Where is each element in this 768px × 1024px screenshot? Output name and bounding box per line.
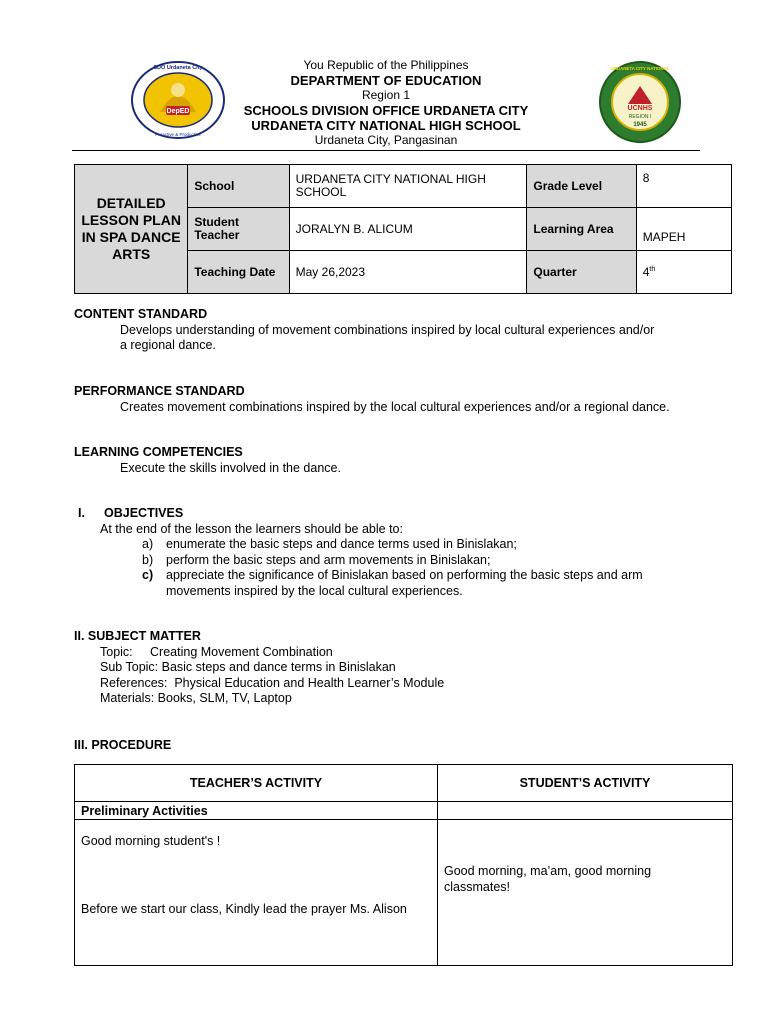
- student-teacher-label: Student Teacher: [188, 208, 289, 251]
- subject-sub-topic: Sub Topic: Basic steps and dance terms in Binislakan: [100, 660, 396, 674]
- objectives-heading: OBJECTIVES: [104, 506, 184, 520]
- objectives-numeral: I.: [78, 506, 85, 520]
- objectives-intro: At the end of the lesson the learners should be able to:: [100, 521, 403, 536]
- subject-matter-heading: II. SUBJECT MATTER: [74, 629, 201, 643]
- content-standard-section: [74, 307, 704, 354]
- subject-topic: Topic: Creating Movement Combination: [100, 644, 333, 659]
- header-school: URDANETA CITY NATIONAL HIGH SCHOOL: [251, 118, 521, 133]
- learning-area-value: MAPEH: [636, 208, 731, 251]
- school-value: URDANETA CITY NATIONAL HIGH SCHOOL: [289, 165, 527, 208]
- subject-matter-section: [74, 629, 704, 707]
- objective-letter: c): [142, 568, 154, 582]
- svg-text:Proactive & Productive: Proactive & Productive: [155, 132, 201, 137]
- teacher-activity-header: TEACHER’S ACTIVITY: [75, 765, 438, 802]
- header-address: Urdaneta City, Pangasinan: [314, 133, 458, 147]
- student-activity-cell: [438, 820, 733, 966]
- seal-right-region: REGION I: [628, 114, 652, 120]
- list-item: [142, 537, 702, 553]
- svg-text:SDO Urdaneta City: SDO Urdaneta City: [153, 65, 203, 71]
- procedure-heading: III. PROCEDURE: [74, 738, 172, 752]
- header-deped: DEPARTMENT OF EDUCATION: [290, 73, 482, 88]
- objective-letter: b): [142, 552, 154, 567]
- letterhead: [180, 58, 592, 148]
- list-item: [142, 568, 702, 599]
- grade-level-value: 8: [636, 165, 731, 208]
- student-activity-header: STUDENT’S ACTIVITY: [438, 765, 733, 802]
- quarter-suffix: th: [649, 266, 656, 273]
- performance-standard-heading: PERFORMANCE STANDARD: [74, 384, 245, 398]
- subject-materials: Materials: Books, SLM, TV, Laptop: [100, 691, 292, 705]
- objective-text: perform the basic steps and arm movements in Binislakan;: [166, 552, 491, 567]
- learning-competencies-heading: LEARNING COMPETENCIES: [74, 445, 243, 459]
- student-greeting: Good morning, ma’am, good morning classmates!: [444, 864, 652, 894]
- performance-standard-section: [74, 384, 704, 415]
- objectives-heading-row: [74, 506, 704, 522]
- subject-references: References: Physical Education and Health Learner’s Module: [100, 675, 445, 690]
- objective-text: enumerate the basic steps and dance terms used in Binislakan;: [166, 537, 517, 551]
- teacher-greeting: Good morning student's !: [81, 834, 221, 848]
- teaching-date-value: May 26,2023: [289, 251, 527, 294]
- objectives-section: [74, 506, 704, 537]
- header-republic: You Republic of the Philippines: [303, 58, 469, 72]
- header-divider: [72, 150, 700, 151]
- learning-competencies-section: [74, 445, 704, 476]
- grade-level-label: Grade Level: [527, 165, 636, 208]
- learning-area-label: Learning Area: [527, 208, 636, 251]
- header-region: Region 1: [361, 88, 411, 102]
- teacher-prayer-request: Before we start our class, Kindly lead the prayer Ms. Alison: [81, 902, 407, 916]
- objective-letter: a): [142, 537, 154, 551]
- teacher-activity-cell: [75, 820, 438, 966]
- objective-text: appreciate the significance of Binislakan based on performing the basic steps and arm movements inspired by the local cultural experiences.: [166, 568, 643, 598]
- preliminary-activities-blank: [438, 802, 733, 820]
- quarter-label: Quarter: [527, 251, 636, 294]
- lesson-info-table: [74, 164, 732, 294]
- list-item: [142, 553, 702, 569]
- lesson-plan-title: DETAILED LESSON PLAN IN SPA DANCE ARTS: [75, 165, 188, 294]
- seal-right-year: 1945: [633, 122, 647, 128]
- quarter-value: 4: [642, 265, 650, 279]
- preliminary-activities-label: Preliminary Activities: [75, 802, 438, 820]
- seal-left-center-text: DepED: [166, 108, 190, 115]
- seal-right-center-text: UCNHS: [627, 105, 653, 112]
- content-standard-heading: CONTENT STANDARD: [74, 307, 208, 321]
- content-standard-line2: a regional dance.: [120, 338, 216, 352]
- teaching-date-label: Teaching Date: [188, 251, 289, 294]
- performance-standard-text: Creates movement combinations inspired by the local cultural experiences and/or a regional dance.: [120, 399, 670, 414]
- procedure-table: [74, 764, 733, 966]
- student-teacher-value: JORALYN B. ALICUM: [289, 208, 527, 251]
- svg-text:URDANETA CITY NATIONAL: URDANETA CITY NATIONAL: [610, 66, 670, 71]
- learning-competencies-text: Execute the skills involved in the dance.: [120, 460, 341, 475]
- header-division: SCHOOLS DIVISION OFFICE URDANETA CITY: [243, 103, 529, 118]
- school-label: School: [188, 165, 289, 208]
- ucnhs-seal: [598, 60, 682, 144]
- objectives-list: [142, 537, 702, 599]
- content-standard-line1: Develops understanding of movement combinations inspired by local cultural experiences and/or: [120, 322, 655, 337]
- quarter-cell: [636, 251, 731, 294]
